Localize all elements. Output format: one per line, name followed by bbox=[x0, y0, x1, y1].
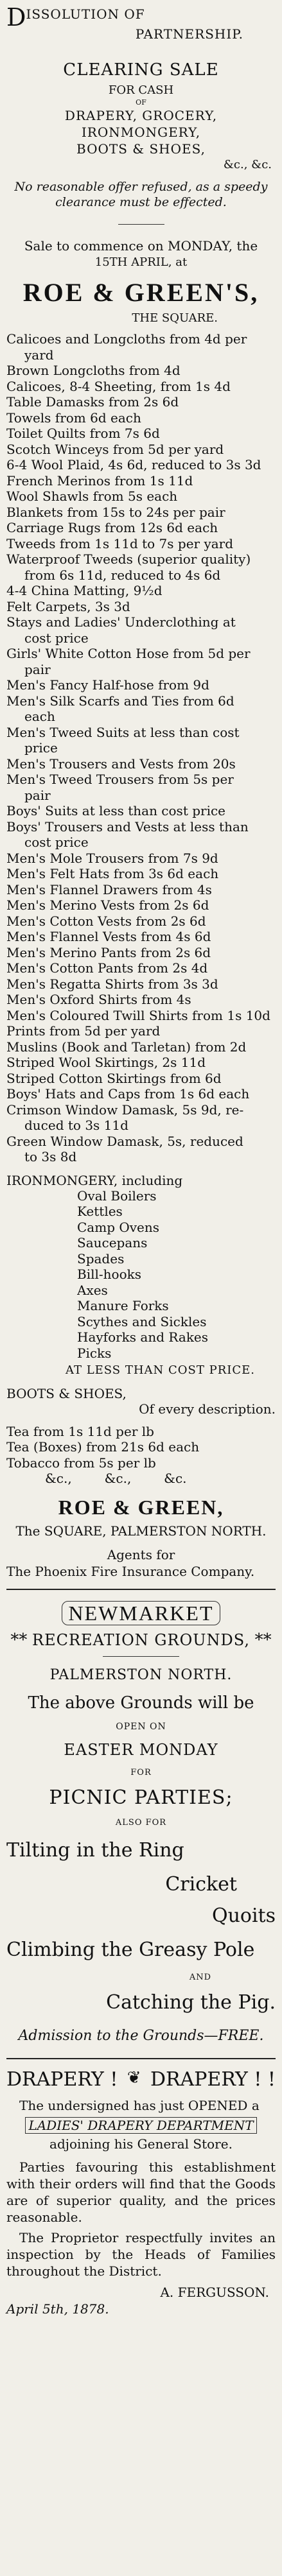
newmarket-title: NEWMARKET bbox=[6, 1602, 276, 1625]
firm-name-footer: ROE & GREEN, bbox=[58, 1495, 224, 1519]
price-item: Men's Merino Vests from 2s 6d bbox=[6, 897, 209, 913]
ironmongery-item: Saucepans bbox=[77, 1235, 148, 1250]
price-item: Carriage Rugs from 12s 6d each bbox=[6, 520, 218, 535]
ironmongery-item: Camp Ovens bbox=[77, 1219, 160, 1235]
price-item: Toilet Quilts from 7s 6d bbox=[6, 426, 160, 441]
price-item: Crimson Window Damask, 5s 9d, re- bbox=[6, 1102, 244, 1118]
ironmongery-item: Scythes and Sickles bbox=[77, 1313, 207, 1329]
admission: Admission to the Grounds—FREE. bbox=[18, 2027, 264, 2044]
drapery-heading: DRAPERY ! ❦ DRAPERY ! ! bbox=[6, 2068, 276, 2091]
boots-note: Of every description. bbox=[139, 1401, 276, 1417]
sale-notice: No reasonable offer refused, as a speedy clearance must be effected. bbox=[14, 180, 268, 209]
price-item: Men's Tweed Trousers from 5s per bbox=[6, 772, 234, 787]
price-item: from 6s 11d, reduced to 4s 6d bbox=[24, 567, 221, 583]
boots-title: BOOTS & SHOES, bbox=[6, 1386, 127, 1401]
price-item: pair bbox=[24, 787, 51, 803]
firm-address: The SQUARE, PALMERSTON NORTH. bbox=[15, 1523, 267, 1539]
price-item: price bbox=[24, 740, 58, 756]
price-item: 4-4 China Matting, 9½d bbox=[6, 583, 163, 598]
quoits: Quoits bbox=[211, 1904, 276, 1927]
price-item: Striped Wool Skirtings, 2s 11d bbox=[6, 1055, 206, 1070]
price-item: each bbox=[24, 709, 55, 724]
price-item: Men's Fancy Half-hose from 9d bbox=[6, 677, 209, 693]
price-item: Girls' White Cotton Hose from 5d per bbox=[6, 646, 251, 661]
ornament-icon: ❦ bbox=[127, 2068, 141, 2088]
price-item: Blankets from 15s to 24s per pair bbox=[6, 504, 225, 520]
price-item: Men's Flannel Vests from 4s 6d bbox=[6, 929, 211, 944]
catching-pig: Catching the Pig. bbox=[106, 1991, 276, 2014]
price-list bbox=[6, 331, 276, 1165]
price-item: Striped Cotton Skirtings from 6d bbox=[6, 1070, 222, 1086]
price-item: Green Window Damask, 5s, reduced bbox=[6, 1133, 243, 1149]
price-item: Men's Cotton Pants from 2s 4d bbox=[6, 960, 208, 976]
goods-line-drapery: DRAPERY, GROCERY, bbox=[64, 108, 218, 123]
ironmongery-item: Kettles bbox=[77, 1204, 123, 1219]
price-item: Boys' Trousers and Vests at less than bbox=[6, 818, 249, 834]
grocery-item: Tobacco from 5s per lb bbox=[6, 1455, 156, 1471]
dissolution-advert bbox=[6, 5, 276, 1580]
grounds-line: The above Grounds will be bbox=[28, 1693, 254, 1713]
for-cash: FOR CASH bbox=[108, 83, 174, 97]
ironmongery-item: Picks bbox=[77, 1345, 112, 1361]
easter-monday: EASTER MONDAY bbox=[64, 1740, 218, 1759]
price-item: Table Damasks from 2s 6d bbox=[6, 394, 179, 410]
sale-start: Sale to commence on MONDAY, the 15TH APRIL, at bbox=[24, 238, 258, 269]
price-item: duced to 3s 11d bbox=[24, 1118, 128, 1133]
and-label: AND bbox=[189, 1972, 211, 1982]
paragraph-inspection: The Proprietor respectfully invites an inspection by the Heads of Families throughout the District. bbox=[6, 2229, 276, 2279]
tilting-row: Tilting in the Ring bbox=[6, 1838, 184, 1862]
adjoining-line: adjoining his General Store. bbox=[49, 2136, 233, 2152]
ironmongery-item: Spades bbox=[77, 1250, 125, 1266]
price-item: Boys' Hats and Caps from 1s 6d each bbox=[6, 1086, 250, 1102]
of-label: OF bbox=[136, 98, 146, 107]
price-item: Men's Trousers and Vests from 20s bbox=[6, 756, 236, 772]
price-item: Men's Mole Trousers from 7s 9d bbox=[6, 850, 218, 866]
price-item: Scotch Winceys from 5d per yard bbox=[6, 441, 224, 457]
price-item: Calicoes and Longcloths from 4d per bbox=[6, 331, 247, 347]
signature: A. FERGUSSON. bbox=[160, 2284, 269, 2300]
price-item: Waterproof Tweeds (superior quality) bbox=[6, 551, 251, 567]
price-item: cost price bbox=[24, 834, 89, 850]
divider bbox=[118, 224, 164, 225]
grocery-item: Tea from 1s 11d per lb bbox=[6, 1423, 154, 1439]
advert-divider bbox=[6, 1589, 276, 1590]
advert-date: April 5th, 1878. bbox=[6, 2301, 109, 2317]
agents-company: The Phoenix Fire Insurance Company. bbox=[6, 1563, 255, 1579]
ironmongery-item: Bill-hooks bbox=[77, 1266, 141, 1282]
price-item: Calicoes, 8-4 Sheeting, from 1s 4d bbox=[6, 378, 231, 394]
price-item: Felt Carpets, 3s 3d bbox=[6, 598, 130, 614]
price-item: 6-4 Wool Plaid, 4s 6d, reduced to 3s 3d bbox=[6, 457, 261, 472]
price-item: Men's Oxford Shirts from 4s bbox=[6, 992, 191, 1007]
ironmongery-item: Axes bbox=[77, 1282, 108, 1298]
price-item: cost price bbox=[24, 630, 89, 646]
price-item: to 3s 8d bbox=[24, 1149, 77, 1164]
opening-line: The undersigned has just OPENED a bbox=[19, 2097, 260, 2113]
clearing-sale-heading: CLEARING SALE bbox=[63, 60, 219, 80]
advert-divider bbox=[6, 2058, 276, 2059]
firm-location: THE SQUARE. bbox=[132, 311, 218, 325]
also-for: ALSO FOR bbox=[115, 1817, 167, 1828]
grocery-etc: &c., &c., &c. bbox=[45, 1471, 187, 1486]
goods-line-etc: &c., &c. bbox=[223, 158, 272, 171]
price-item: French Merinos from 1s 11d bbox=[6, 472, 193, 488]
place: PALMERSTON NORTH. bbox=[49, 1666, 233, 1683]
open-on: OPEN ON bbox=[116, 1721, 166, 1732]
paragraph-orders: Parties favouring this establishment with their orders will find that the Goods are of superior quality, and the prices reasonable. bbox=[6, 2159, 276, 2225]
ironmongery-list bbox=[6, 1188, 276, 1361]
ironmongery-note: AT LESS THAN COST PRICE. bbox=[65, 1363, 256, 1377]
grocery-list bbox=[6, 1424, 276, 1471]
picnic-parties: PICNIC PARTIES; bbox=[49, 1786, 233, 1809]
fergusson-advert bbox=[6, 2068, 276, 2317]
recreation-grounds: ** RECREATION GROUNDS, ** bbox=[10, 1630, 272, 1650]
price-item: Men's Cotton Vests from 2s 6d bbox=[6, 913, 206, 929]
ironmongery-title: IRONMONGERY, including bbox=[6, 1172, 183, 1188]
price-item: Men's Flannel Drawers from 4s bbox=[6, 881, 212, 897]
price-item: Wool Shawls from 5s each bbox=[6, 488, 178, 504]
grocery-item: Tea (Boxes) from 21s 6d each bbox=[6, 1439, 200, 1455]
divider bbox=[103, 1656, 179, 1657]
price-item: Men's Felt Hats from 3s 6d each bbox=[6, 866, 219, 881]
firm-name: ROE & GREEN'S, bbox=[22, 278, 260, 307]
goods-line-iron: IRONMONGERY, bbox=[81, 125, 201, 140]
price-item: Men's Merino Pants from 2s 6d bbox=[6, 944, 211, 960]
ladies-department: LADIES' DRAPERY DEPARTMENT bbox=[6, 2118, 276, 2133]
ironmongery-item: Manure Forks bbox=[77, 1298, 169, 1313]
price-item: Tweeds from 1s 11d to 7s per yard bbox=[6, 535, 234, 551]
price-item: Men's Coloured Twill Shirts from 1s 10d bbox=[6, 1007, 270, 1023]
cricket: Cricket bbox=[165, 1872, 237, 1896]
price-item: Brown Longcloths from 4d bbox=[6, 363, 181, 378]
price-item: Men's Regatta Shirts from 3s 3d bbox=[6, 976, 218, 992]
ironmongery-item: Hayforks and Rakes bbox=[77, 1329, 209, 1345]
price-item: Men's Tweed Suits at less than cost bbox=[6, 724, 240, 740]
price-item: Towels from 6d each bbox=[6, 410, 141, 426]
agents-line: Agents for bbox=[107, 1546, 175, 1562]
price-item: Men's Silk Scarfs and Ties from 6d bbox=[6, 693, 234, 709]
advert-title: DISSOLUTION OF PARTNERSHIP. bbox=[6, 3, 243, 42]
price-item: Stays and Ladies' Underclothing at bbox=[6, 614, 236, 630]
for-label: FOR bbox=[130, 1767, 152, 1777]
greasy-pole: Climbing the Greasy Pole bbox=[6, 1938, 255, 1961]
newmarket-advert bbox=[6, 1602, 276, 2044]
price-item: yard bbox=[24, 347, 54, 363]
price-item: Muslins (Book and Tarletan) from 2d bbox=[6, 1039, 247, 1055]
ironmongery-item: Oval Boilers bbox=[77, 1188, 157, 1204]
goods-line-boots: BOOTS & SHOES, bbox=[76, 141, 206, 157]
price-item: Prints from 5d per yard bbox=[6, 1023, 161, 1039]
price-item: pair bbox=[24, 661, 51, 677]
price-item: Boys' Suits at less than cost price bbox=[6, 803, 226, 818]
